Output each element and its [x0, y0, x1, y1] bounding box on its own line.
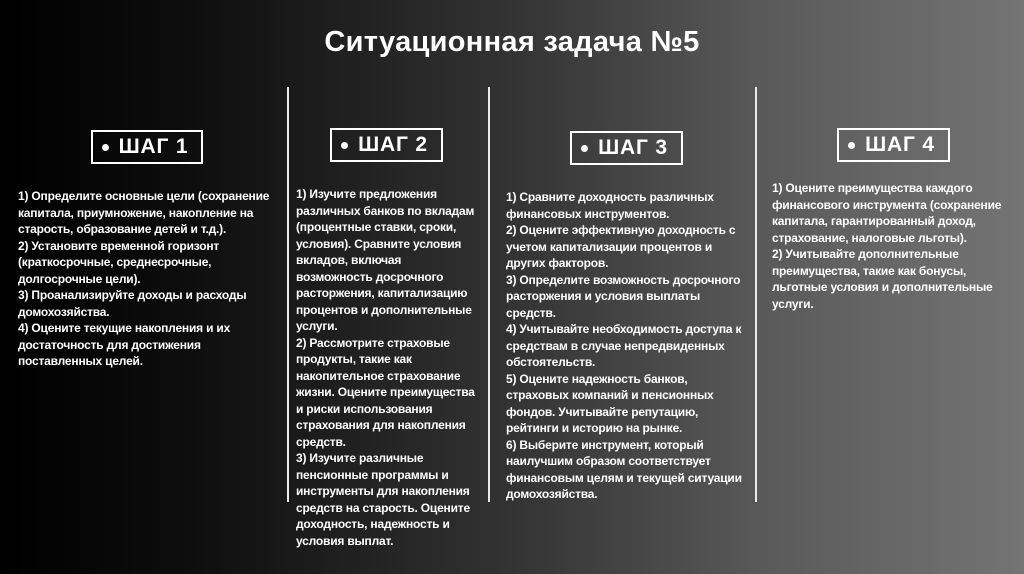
step-item: 2) Оцените эффективную доходность с учетом капитализации процентов и других факторов.: [506, 223, 736, 270]
step-item: 4) Оцените текущие накопления и их достаточность для достижения поставленных целей.: [18, 321, 231, 368]
step-header-2: [296, 128, 477, 162]
bullet-icon: [581, 145, 588, 152]
step-column-2: [296, 128, 477, 549]
step-box-1: [91, 130, 204, 164]
step-body-1: [18, 188, 276, 370]
step-header-1: [18, 130, 276, 164]
bullet-icon: [848, 142, 855, 149]
column-divider-1: [287, 87, 289, 502]
step-item: 2) Учитывайте дополнительные преимущества, такие как бонусы, льготные условия и дополнительные услуги.: [772, 247, 993, 311]
step-body-3: [506, 189, 747, 503]
step-item: 3) Проанализируйте доходы и расходы домохозяйства.: [18, 288, 247, 319]
step-column-3: [506, 131, 747, 503]
step-item: 5) Оцените надежность банков, страховых компаний и пенсионных фондов. Учитывайте репутацию, рейтинги и историю на рынке.: [506, 371, 714, 435]
step-item: 6) Выберите инструмент, который наилучшим образом соответствует финансовым целям и текущей ситуации домохозяйства.: [506, 437, 742, 501]
step-body-2: [296, 186, 477, 549]
step-column-1: [18, 130, 276, 370]
slide-title: Ситуационная задача №5: [324, 26, 700, 58]
step-label-3: ШАГ 3: [598, 136, 668, 159]
step-item: 3) Изучите различные пенсионные программы и инструменты для накопления средств на старость. Оцените доходность, надежность и условия выплат.: [296, 451, 470, 548]
step-box-2: [330, 128, 443, 162]
step-item: 1) Определите основные цели (сохранение капитала, приумножение, накопление на старость, образование детей и т.д.).: [18, 189, 270, 236]
step-column-4: [772, 128, 1015, 312]
step-box-3: [570, 131, 683, 165]
column-divider-3: [755, 87, 757, 502]
bullet-icon: [341, 142, 348, 149]
step-item: 1) Сравните доходность различных финансовых инструментов.: [506, 190, 714, 221]
step-label-4: ШАГ 4: [865, 133, 935, 156]
step-item: 3) Определите возможность досрочного расторжения и условия выплаты средств.: [506, 272, 741, 320]
step-label-2: ШАГ 2: [358, 133, 428, 156]
step-body-4: [772, 180, 1015, 312]
step-item: 4) Учитывайте необходимость доступа к средствам в случае непредвиденных обстоятельств.: [506, 322, 742, 369]
step-box-4: [837, 128, 950, 162]
step-item: 2) Рассмотрите страховые продукты, такие как накопительное страхование жизни. Оцените преимущества и риски использования страхования для накопления средств.: [296, 335, 475, 449]
step-item: 1) Изучите предложения различных банков по вкладам (процентные ставки, сроки, условия). Сравните условия вкладов, включая возможность досрочного расторжения, капитализацию процентов и дополнительные услуги.: [296, 187, 475, 333]
step-header-4: [772, 128, 1015, 162]
bullet-icon: [102, 144, 109, 151]
step-item: 1) Оцените преимущества каждого финансового инструмента (сохранение капитала, гарантированный доход, страхование, налоговые льготы).: [772, 181, 1002, 245]
step-item: 2) Установите временной горизонт (краткосрочные, среднесрочные, долгосрочные цели).: [18, 238, 220, 286]
step-label-1: ШАГ 1: [118, 135, 189, 158]
step-header-3: [506, 131, 747, 165]
column-divider-2: [488, 87, 490, 502]
